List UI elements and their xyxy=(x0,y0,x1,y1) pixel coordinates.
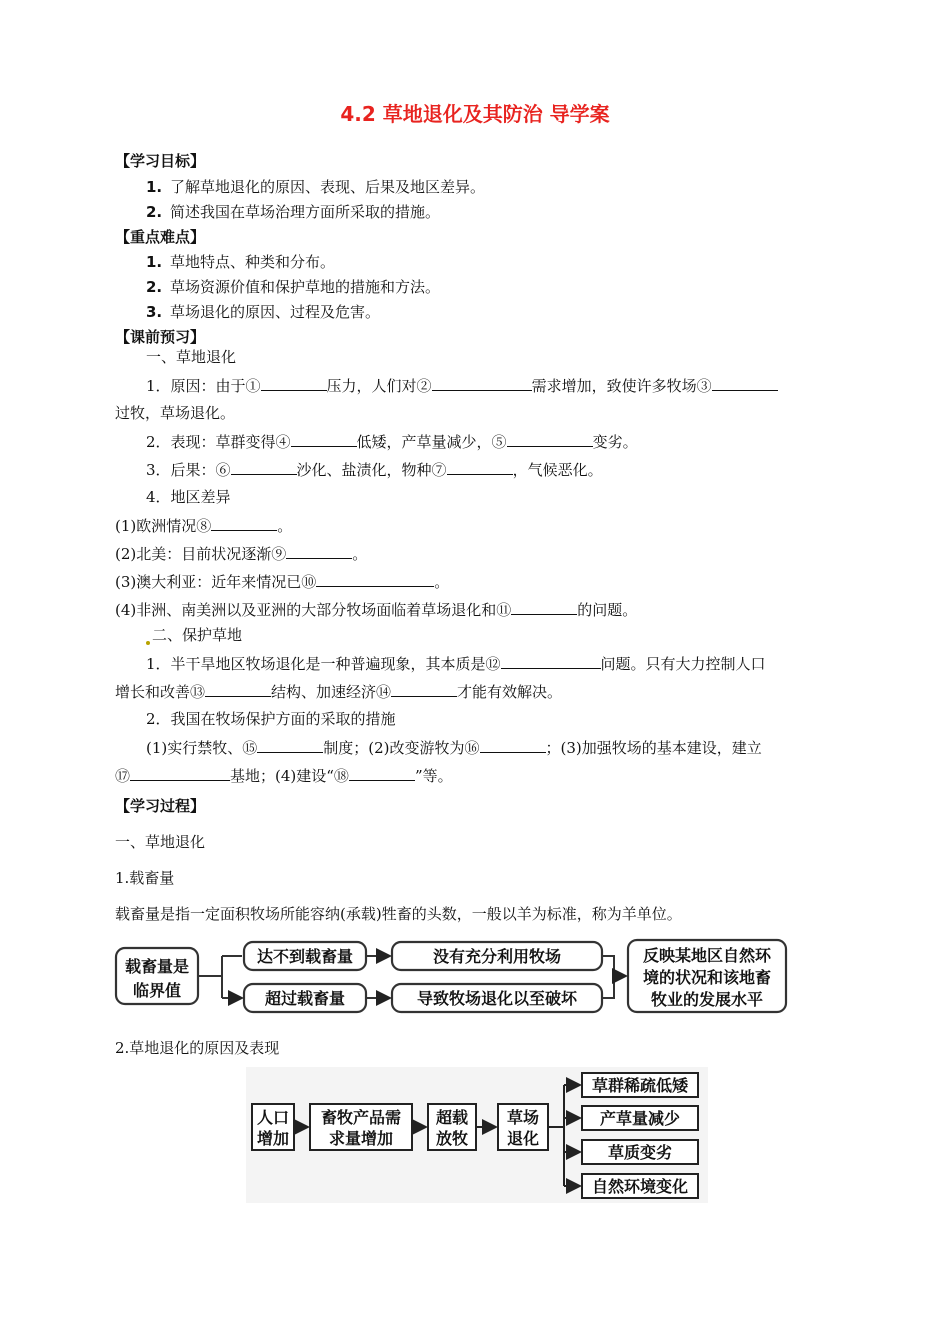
step3-label-2: 放牧 xyxy=(435,1129,469,1148)
branch-connector xyxy=(198,956,242,998)
degradation-causes-diagram xyxy=(246,1067,708,1203)
text: 3．后果：⑥ xyxy=(146,461,231,479)
outcome-label: 自然环境变化 xyxy=(591,1177,689,1196)
text: (3)澳大利亚：近年来情况已⑩ xyxy=(115,573,317,591)
carrying-capacity-diagram xyxy=(112,936,792,1016)
step4-label-1: 草场 xyxy=(506,1108,540,1127)
text: 问题。只有大力控制人口 xyxy=(600,655,766,673)
answer-blank[interactable] xyxy=(130,765,230,781)
text: 1．半干旱地区牧场退化是一种普遍现象，其本质是⑫ xyxy=(146,655,501,673)
step2-label-2: 求量增加 xyxy=(328,1129,394,1148)
outcome-label: 草群稀疏低矮 xyxy=(591,1076,689,1095)
goal-number: 2. xyxy=(146,203,163,221)
text: 需求增加，致使许多牧场③ xyxy=(531,377,712,395)
final-label-1: 反映某地区自然环 xyxy=(642,946,772,965)
answer-blank[interactable] xyxy=(211,515,277,531)
text: 的问题。 xyxy=(577,601,638,619)
process-subtitle: 1.载畜量 xyxy=(115,869,175,887)
answer-blank[interactable] xyxy=(391,681,457,697)
goal-item xyxy=(146,202,440,222)
text: 结构、加速经济⑭ xyxy=(271,683,392,701)
step2-label-1: 畜牧产品需 xyxy=(320,1108,402,1127)
answer-blank[interactable] xyxy=(511,599,577,615)
final-label-2: 境的状况和该地畜 xyxy=(642,968,772,987)
answer-blank[interactable] xyxy=(286,543,352,559)
process-subtitle: 2.草地退化的原因及表现 xyxy=(115,1039,280,1057)
text: 变劣。 xyxy=(592,433,638,451)
preview-line-cause-cont: 过牧，草场退化。 xyxy=(115,404,236,422)
lower-label: 超过载畜量 xyxy=(264,989,346,1008)
text: ；(3)加强牧场的基本建设，建立 xyxy=(545,739,762,757)
mark-dot xyxy=(146,641,150,645)
text: (4)非洲、南美洲以及亚洲的大部分牧场面临着草场退化和⑪ xyxy=(115,601,512,619)
goal-text: 简述我国在草场治理方面所采取的措施。 xyxy=(170,203,441,221)
answer-blank[interactable] xyxy=(231,459,297,475)
step3-label-1: 超载 xyxy=(435,1108,469,1127)
protect-line-1 xyxy=(146,653,766,674)
preview-line-regions: 4．地区差异 xyxy=(146,488,231,506)
text: ，气候恶化。 xyxy=(512,461,603,479)
root-label-1: 载畜量是 xyxy=(124,957,190,976)
text: 低矮，产草量减少，⑤ xyxy=(356,433,507,451)
answer-blank[interactable] xyxy=(316,571,434,587)
text: (1)欧洲情况⑧ xyxy=(115,517,212,535)
measures-line-cont xyxy=(115,765,453,786)
key-point-text: 草地特点、种类和分布。 xyxy=(170,253,336,271)
key-point-text: 草场资源价值和保护草地的措施和方法。 xyxy=(170,278,441,296)
text: 才能有效解决。 xyxy=(457,683,563,701)
key-point-text: 草场退化的原因、过程及危害。 xyxy=(170,303,381,321)
key-point-item xyxy=(146,277,440,297)
step1-label-1: 人口 xyxy=(256,1108,290,1127)
text: 二、保护草地 xyxy=(152,626,243,644)
region-europe xyxy=(115,515,292,536)
key-point-item xyxy=(146,302,380,322)
key-point-number: 1. xyxy=(146,253,163,271)
answer-blank[interactable] xyxy=(261,375,327,391)
text: 2．表现：草群变得④ xyxy=(146,433,291,451)
upper-label: 达不到载畜量 xyxy=(256,947,354,966)
region-africa-asia xyxy=(115,599,637,620)
answer-blank[interactable] xyxy=(501,653,601,669)
preview-line-symptom xyxy=(146,431,638,452)
merge-connector xyxy=(602,956,626,998)
text: 。 xyxy=(352,545,368,563)
upper-result-label: 没有充分利用牧场 xyxy=(432,947,562,966)
goals-heading: 【学习目标】 xyxy=(115,152,206,170)
lower-result-label: 导致牧场退化以至破坏 xyxy=(416,989,578,1008)
step4-label-2: 退化 xyxy=(506,1129,540,1148)
preview-section-title: 一、草地退化 xyxy=(146,348,237,366)
text: 增长和改善⑬ xyxy=(115,683,206,701)
preview-line-consequence xyxy=(146,459,603,480)
document-title: 4.2 草地退化及其防治 导学案 xyxy=(340,102,610,126)
text: 1．原因：由于① xyxy=(146,377,261,395)
carrying-capacity-definition: 载畜量是指一定面积牧场所能容纳(承载)牲畜的头数，一般以羊为标准，称为羊单位。 xyxy=(115,905,682,923)
preview-heading: 【课前预习】 xyxy=(115,328,206,346)
preview-line-cause xyxy=(146,375,778,396)
text: 压力，人们对② xyxy=(326,377,432,395)
goal-text: 了解草地退化的原因、表现、后果及地区差异。 xyxy=(170,178,486,196)
step1-label-2: 增加 xyxy=(256,1129,290,1148)
goal-item xyxy=(146,177,485,197)
answer-blank[interactable] xyxy=(447,459,513,475)
answer-blank[interactable] xyxy=(291,431,357,447)
text: ”等。 xyxy=(414,767,453,785)
key-point-number: 3. xyxy=(146,303,163,321)
answer-blank[interactable] xyxy=(257,737,323,753)
text: 。 xyxy=(277,517,293,535)
outcome-label: 产草量减少 xyxy=(599,1109,681,1128)
answer-blank[interactable] xyxy=(712,375,778,391)
text: ⑰ xyxy=(115,767,131,785)
answer-blank[interactable] xyxy=(432,375,532,391)
text: 沙化、盐渍化，物种⑦ xyxy=(296,461,447,479)
text: 。 xyxy=(434,573,450,591)
protect-line-2: 2．我国在牧场保护方面的采取的措施 xyxy=(146,710,396,728)
key-point-number: 2. xyxy=(146,278,163,296)
answer-blank[interactable] xyxy=(480,737,546,753)
measures-line xyxy=(146,737,762,758)
goal-number: 1. xyxy=(146,178,163,196)
outcome-label: 草质变劣 xyxy=(607,1143,673,1162)
protect-line-1-cont xyxy=(115,681,562,702)
region-australia xyxy=(115,571,449,592)
text: (1)实行禁牧、⑮ xyxy=(146,739,258,757)
text: 制度；(2)改变游牧为⑯ xyxy=(323,739,480,757)
key-points-heading: 【重点难点】 xyxy=(115,228,206,246)
final-label-3: 牧业的发展水平 xyxy=(650,990,764,1009)
process-heading: 【学习过程】 xyxy=(115,797,206,815)
answer-blank[interactable] xyxy=(507,431,593,447)
key-point-item xyxy=(146,252,335,272)
preview-section-title xyxy=(146,625,242,645)
root-label-2: 临界值 xyxy=(132,981,182,1000)
region-north-america xyxy=(115,543,367,564)
text: (2)北美：目前状况逐渐⑨ xyxy=(115,545,287,563)
text: 基地；(4)建设“⑱ xyxy=(230,767,349,785)
answer-blank[interactable] xyxy=(349,765,415,781)
answer-blank[interactable] xyxy=(205,681,271,697)
process-section-title: 一、草地退化 xyxy=(115,833,206,851)
